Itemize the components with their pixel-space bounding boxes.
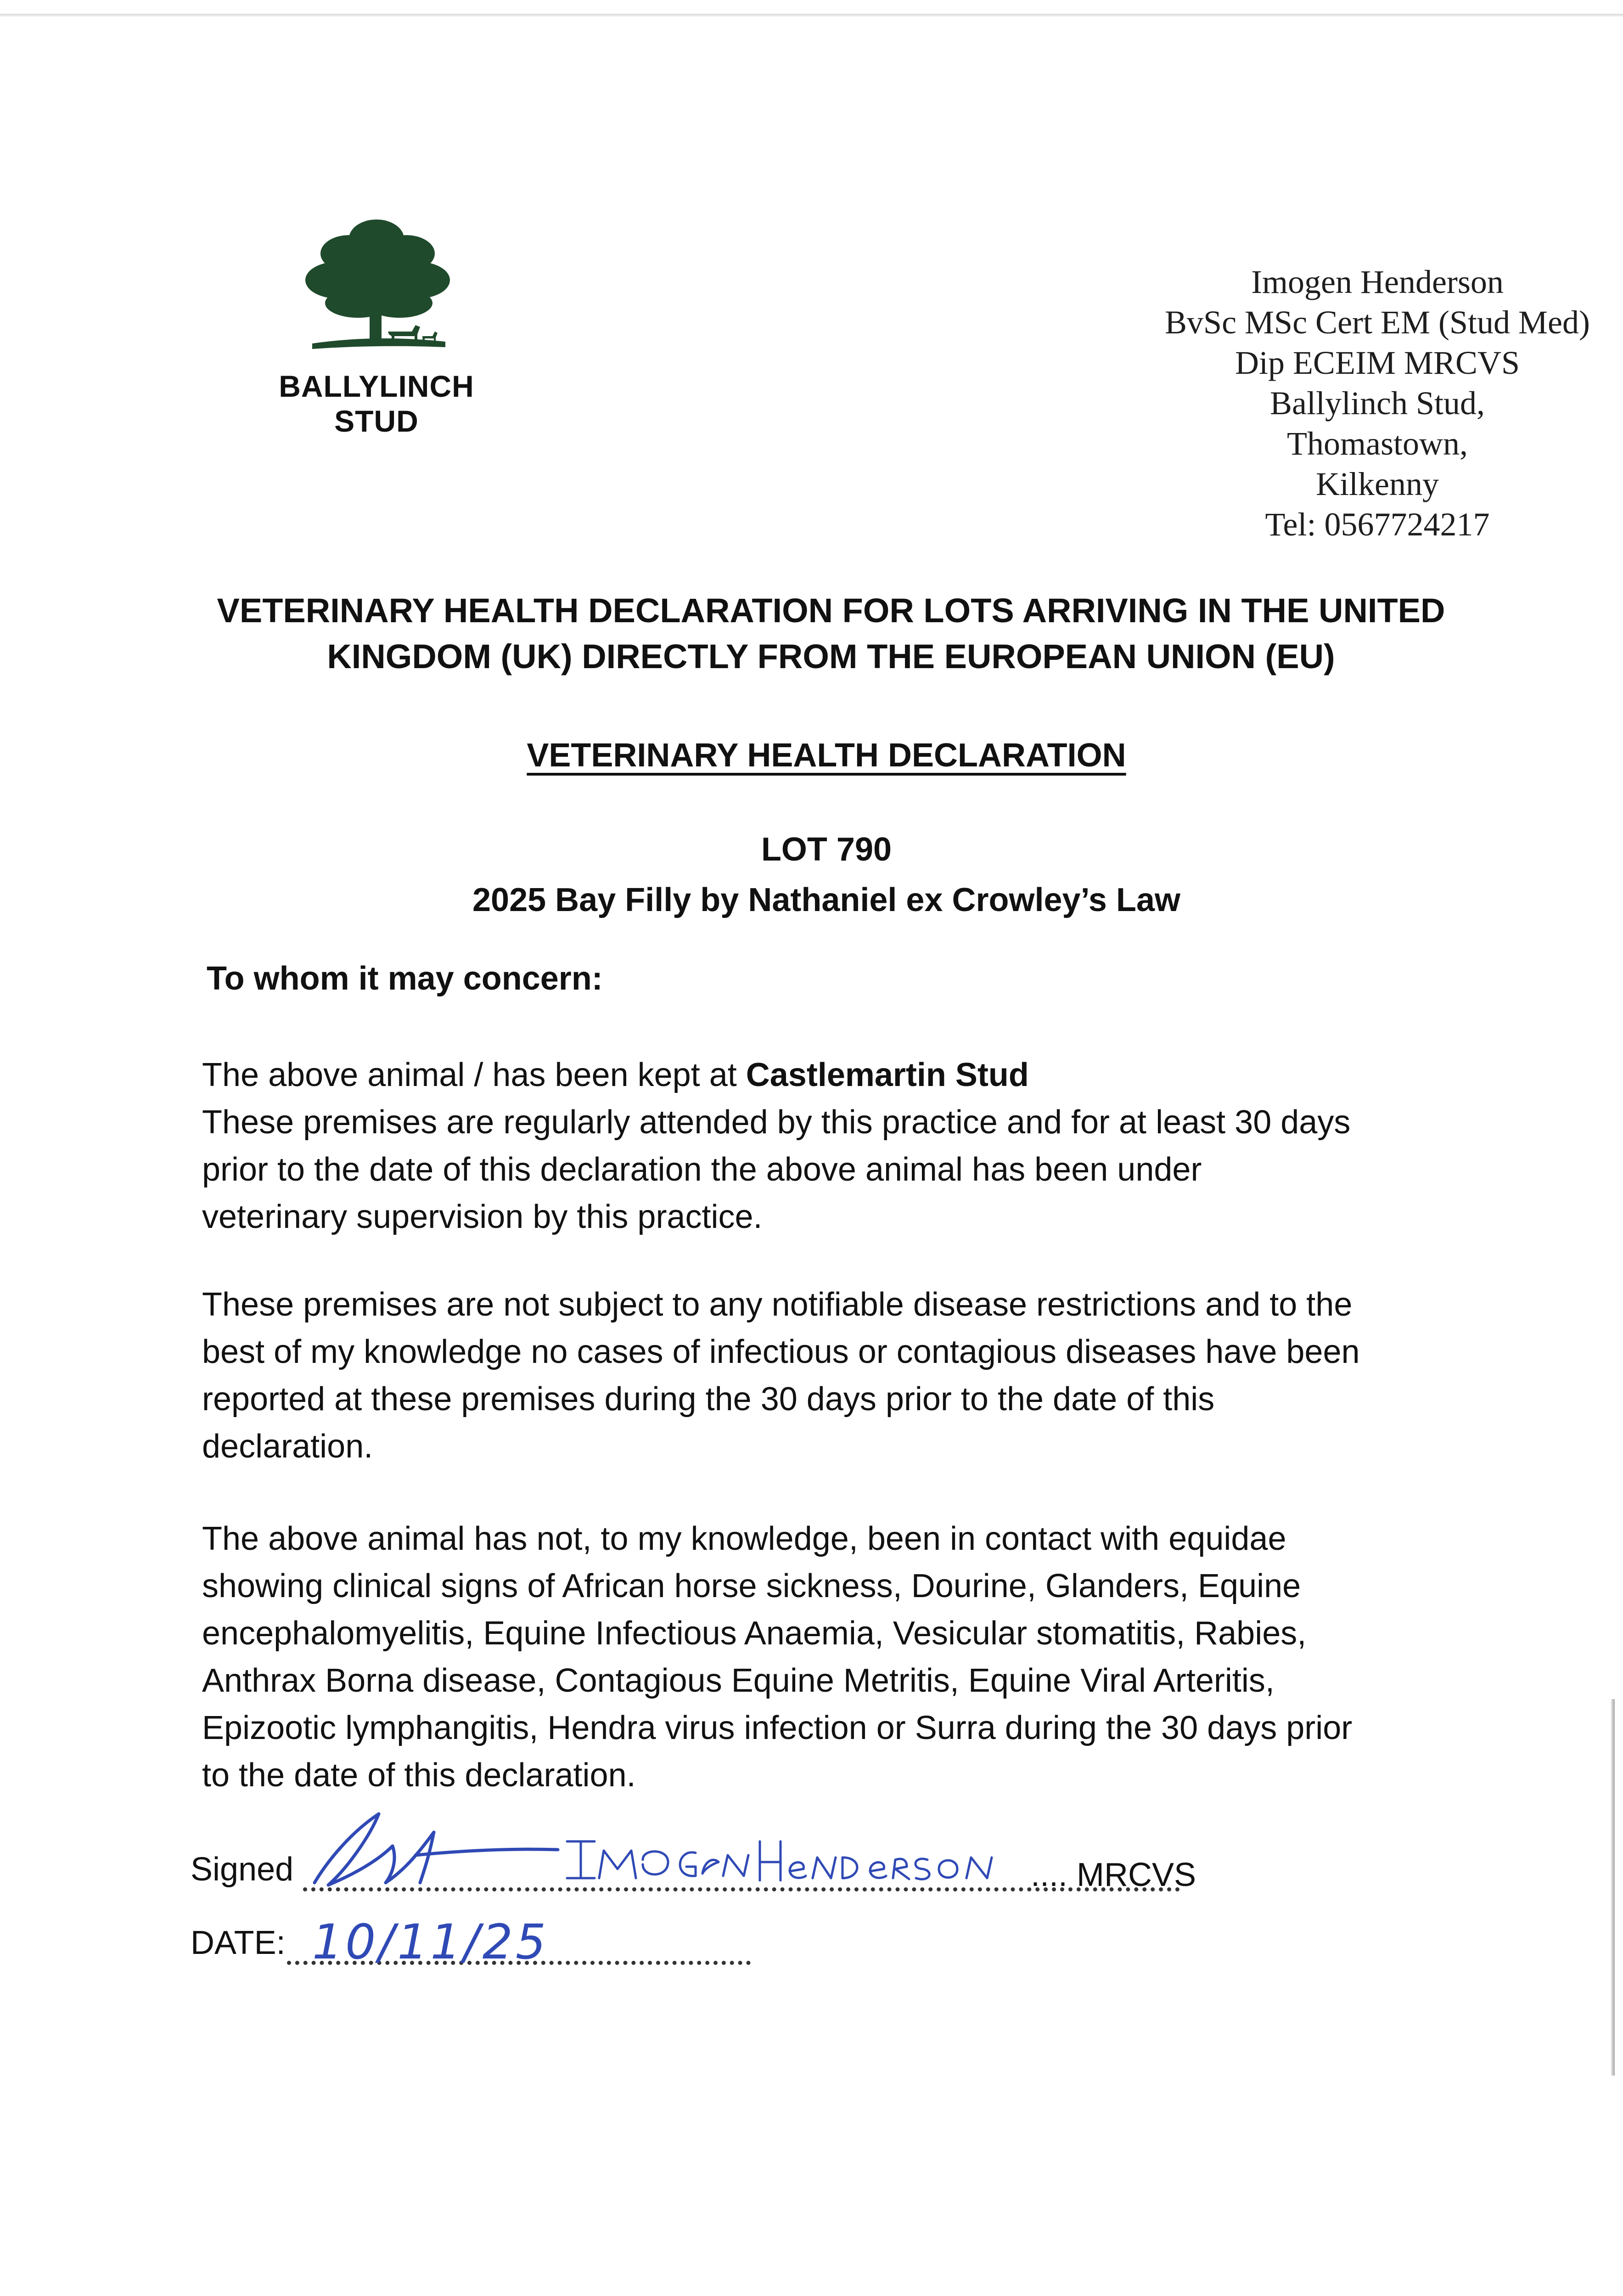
address-line: Kilkenny (1316, 466, 1439, 502)
logo-text-line2: STUD (334, 404, 419, 438)
lot-description: 2025 Bay Filly by Nathaniel ex Crowley’s Law (472, 882, 1180, 918)
title-line: VETERINARY HEALTH DECLARATION FOR LOTS ARRIVING IN THE UNITED (217, 591, 1445, 630)
handwritten-signature (301, 1805, 1035, 1892)
paragraph-line: encephalomyelitis, Equine Infectious Anaemia, Vesicular stomatitis, Rabies, (202, 1615, 1307, 1652)
premises-name: Castlemartin Stud (746, 1057, 1029, 1093)
date-label: DATE: (191, 1925, 286, 1961)
vet-address-block (1139, 262, 1616, 545)
date-row (191, 1914, 787, 1979)
scan-right-edge (1611, 1699, 1615, 2076)
paragraph-line: veterinary supervision by this practice. (202, 1199, 763, 1235)
address-line: Thomastown, (1287, 425, 1468, 462)
paragraph-line: to the date of this declaration. (202, 1757, 636, 1794)
paragraph-kept-at (202, 1052, 1451, 1241)
paragraph-contact (202, 1515, 1451, 1799)
lot-number: LOT 790 (761, 831, 892, 868)
paragraph-line: prior to the date of this declaration the above animal has been under (202, 1151, 1202, 1188)
paragraph-line: The above animal has not, to my knowledge, been in contact with equidae (202, 1520, 1286, 1557)
vet-qualifications-2: Dip ECEIM MRCVS (1235, 344, 1520, 381)
vet-name: Imogen Henderson (1251, 264, 1504, 300)
paragraph-restrictions (202, 1281, 1451, 1470)
paragraph-line (202, 1052, 1451, 1099)
vet-qualifications: BvSc MSc Cert EM (Stud Med) (1165, 304, 1590, 341)
paragraph-line: declaration. (202, 1428, 373, 1465)
scan-top-edge (0, 14, 1623, 17)
paragraph-line: Anthrax Borna disease, Contagious Equine Metritis, Equine Viral Arteritis, (202, 1662, 1275, 1699)
handwritten-date: 10/11/25 (312, 1914, 549, 1970)
document-title (184, 588, 1478, 680)
section-title (459, 732, 1194, 778)
paragraph-line: best of my knowledge no cases of infectious or contagious diseases have been (202, 1334, 1360, 1370)
paragraph-line: These premises are not subject to any notifiable disease restrictions and to the (202, 1286, 1353, 1323)
lot-block (321, 824, 1331, 925)
paragraph-line: reported at these premises during the 30 days prior to the date of this (202, 1381, 1215, 1418)
signed-label: Signed (191, 1851, 294, 1888)
tree-with-horses-icon (294, 211, 459, 358)
paragraph-line: Epizootic lymphangitis, Hendra virus infection or Surra during the 30 days prior (202, 1710, 1353, 1746)
section-title-text: VETERINARY HEALTH DECLARATION (527, 737, 1126, 774)
salutation: To whom it may concern: (207, 960, 603, 997)
paragraph-line: showing clinical signs of African horse sickness, Dourine, Glanders, Equine (202, 1568, 1301, 1604)
address-line: Ballylinch Stud, (1270, 385, 1485, 422)
signature-row (191, 1846, 1201, 1910)
mrcvs-suffix: .... MRCVS (1031, 1857, 1196, 1893)
kept-at-text: The above animal / has been kept at (202, 1057, 746, 1093)
vet-phone: Tel: 0567724217 (1265, 506, 1490, 543)
ballylinch-logo (257, 211, 496, 450)
title-line: KINGDOM (UK) DIRECTLY FROM THE EUROPEAN UNION (EU) (327, 637, 1335, 675)
logo-text-line1: BALLYLINCH (279, 369, 474, 403)
paragraph-line: These premises are regularly attended by this practice and for at least 30 days (202, 1104, 1351, 1141)
